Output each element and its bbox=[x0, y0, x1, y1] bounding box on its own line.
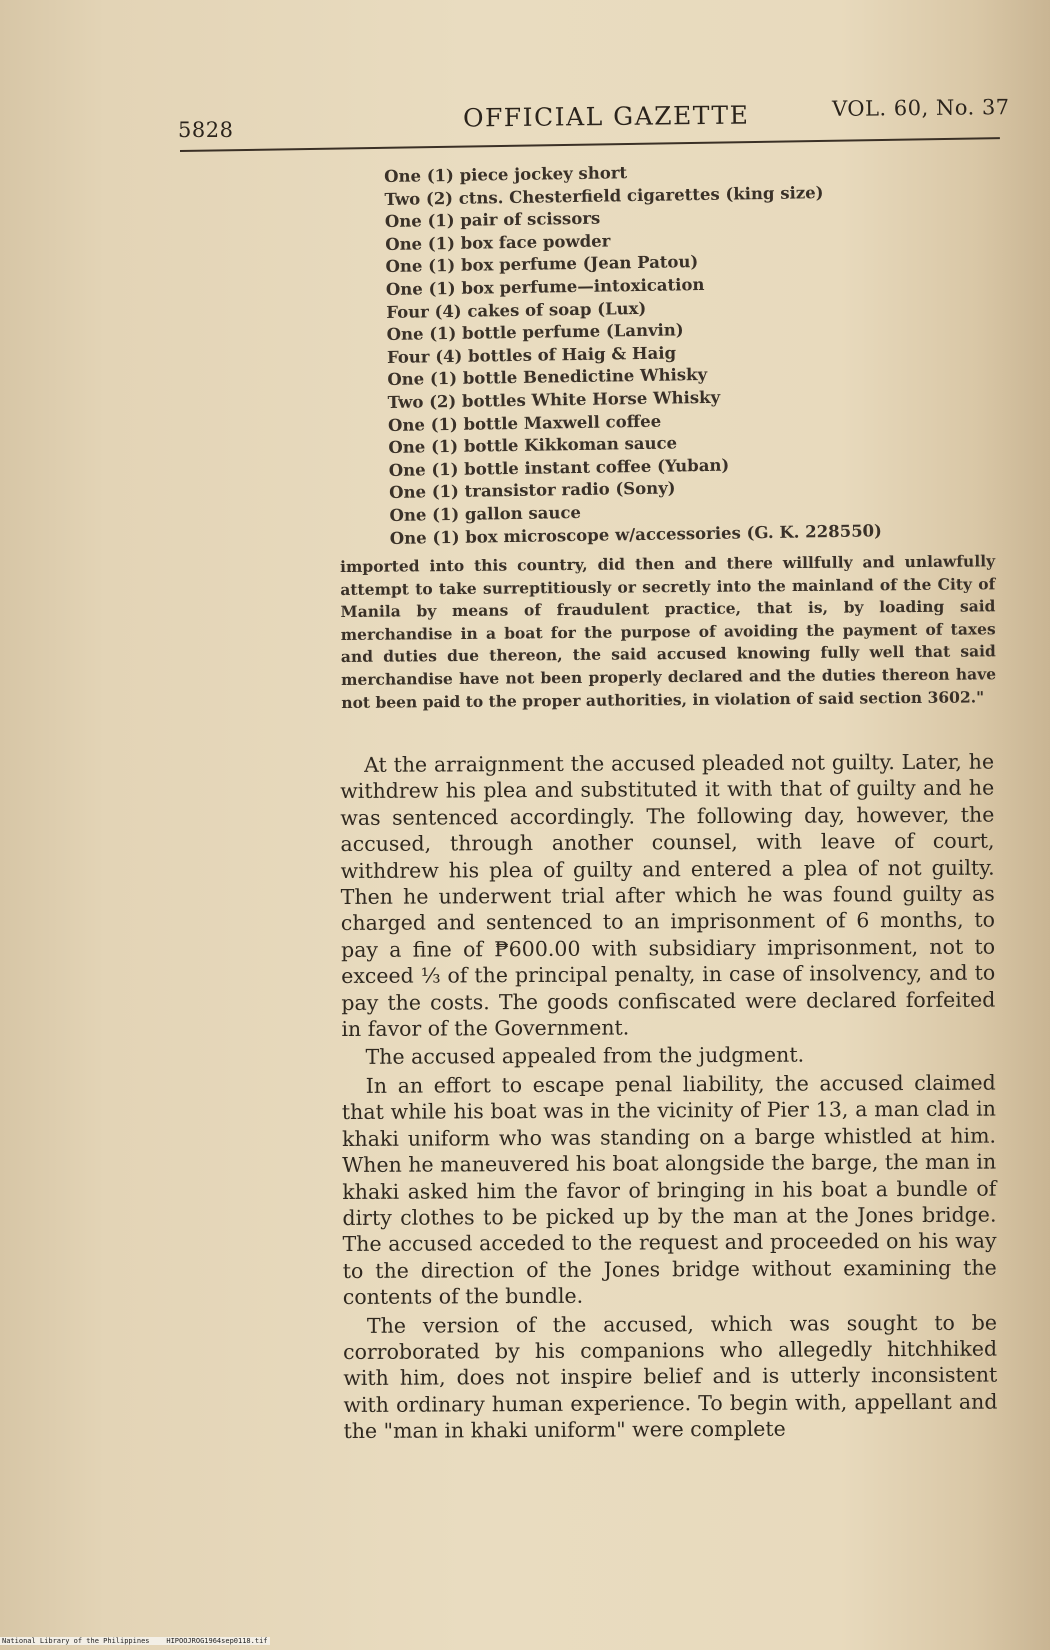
list-item: One (1) box face powder bbox=[385, 231, 611, 254]
indictment-paragraph: imported into this country, did then and there willfully and unlawfully attempt to take surreptitiously or secretly into the mainland of the City of Manila by means of fraudulent practice, that is, by loading said merchandise in a boat for the purpose of avoiding the payment of taxes and duties due thereon, the said accused knowing fully well that said merchandise have not been properly declared and the duties thereon have not been paid to the proper authorities, in violation of said section 3602." bbox=[340, 551, 997, 712]
list-item: One (1) gallon sauce bbox=[389, 502, 582, 525]
header-rule bbox=[180, 137, 1000, 152]
list-item: Four (4) bottles of Haig & Haig bbox=[386, 343, 677, 367]
scan-credit: National Library of the Philippines HIPOOJROG1964sep0118.tif bbox=[2, 1637, 268, 1645]
list-item: One (1) piece jockey short bbox=[384, 163, 628, 186]
body-paragraph: The version of the accused, which was sought to be corroborated by his companions who allegedly hitchhiked with him, does not inspire belief and is utterly inconsistent with ordinary human experience. To begin with, appellant and the "man in khaki uniform" were complete bbox=[343, 1310, 998, 1444]
list-item: One (1) bottle Benedictine Whisky bbox=[387, 365, 708, 390]
page-number: 5828 bbox=[178, 118, 234, 142]
list-item: Two (2) bottles White Horse Whisky bbox=[387, 387, 721, 412]
decision-body bbox=[340, 749, 998, 1445]
list-item: One (1) transistor radio (Sony) bbox=[388, 478, 676, 503]
list-item: One (1) pair of scissors bbox=[384, 208, 601, 232]
body-paragraph: In an effort to escape penal liability, the accused claimed that while his boat was in the vicinity of Pier 13, a man clad in khaki uniform who was standing on a barge whistled at him. When he maneuvered his boat alongside the barge, the man in khaki asked him the favor of bringing in his boat a bundle of dirty clothes to be picked up by the man at the Jones bridge. The accused acceded to the request and proceeded on his way to the direction of the Jones bridge without examining the contents of the bundle. bbox=[341, 1070, 997, 1310]
list-item: One (1) box perfume (Jean Patou) bbox=[385, 252, 699, 277]
list-item: Four (4) cakes of soap (Lux) bbox=[386, 298, 647, 322]
list-item: One (1) bottle instant coffee (Yuban) bbox=[388, 455, 730, 480]
list-item: One (1) bottle Kikkoman sauce bbox=[388, 433, 678, 458]
list-item: One (1) bottle perfume (Lanvin) bbox=[386, 320, 684, 345]
indictment-quote bbox=[340, 550, 996, 714]
list-item: Two (2) ctns. Chesterfield cigarettes (king size) bbox=[384, 182, 824, 209]
volume-label: VOL. 60, No. 37 bbox=[831, 95, 1010, 121]
body-paragraph: The accused appealed from the judgment. bbox=[365, 1043, 805, 1070]
gazette-title: OFFICIAL GAZETTE bbox=[462, 100, 750, 133]
list-item: One (1) box microscope w/accessories (G. K. 228550) bbox=[389, 520, 883, 548]
seized-items-list bbox=[384, 158, 882, 550]
list-item: One (1) box perfume—intoxication bbox=[385, 274, 705, 299]
body-paragraph: At the arraignment the accused pleaded not guilty. Later, he withdrew his plea and substituted it with that of guilty and he was sentenced accordingly. The following day, however, the accused, through another counsel, with leave of court, withdrew his plea of guilty and entered a plea of not guilty. Then he underwent trial after which he was found guilty as charged and sentenced to an imprisonment of 6 months, to pay a fine of ₱600.00 with subsidiary imprisonment, not to exceed ⅓ of the principal penalty, in case of insolvency, and to pay the costs. The goods confiscated were declared forfeited in favor of the Government. bbox=[340, 749, 996, 1042]
list-item: One (1) bottle Maxwell coffee bbox=[387, 411, 662, 435]
